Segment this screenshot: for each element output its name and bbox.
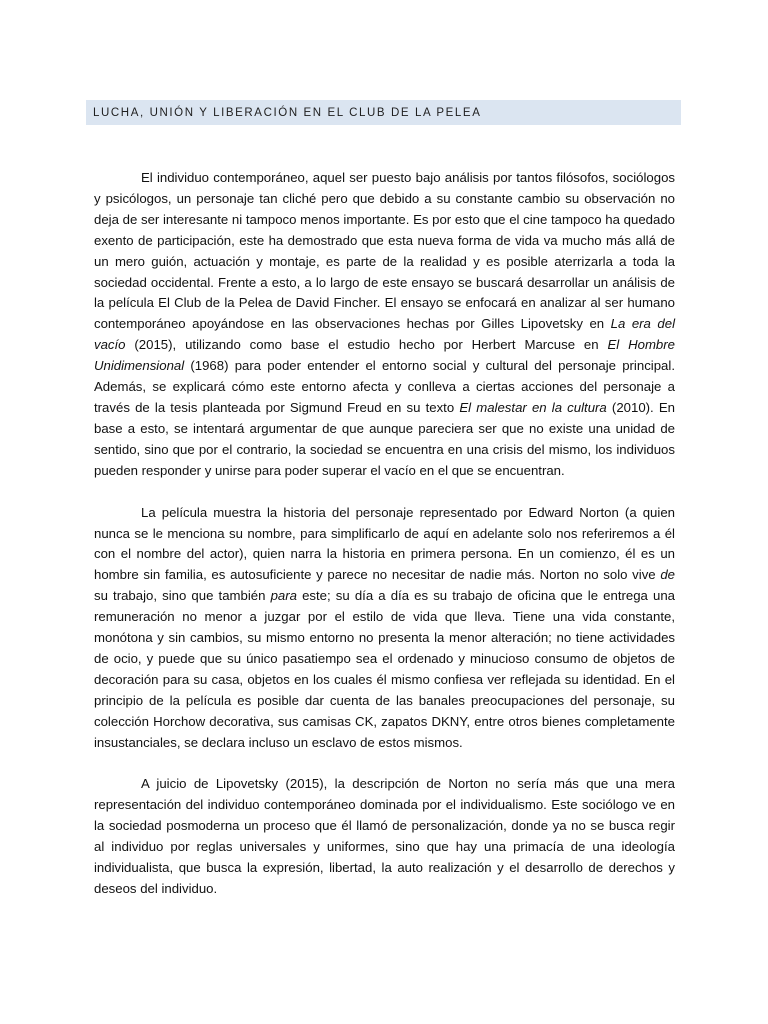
paragraph-3: [94, 774, 675, 899]
paragraph-text: La película muestra la historia del personaje representado por Edward Norton (a quien nunca se le menciona su nombre, para simplificarlo de aquí en adelante solo nos referiremos a él con el nombre del actor), quien narra la historia en primera persona. En un comienzo, él es un hombre sin familia, es autosuficiente y parece no necesitar de nadie más. Norton no solo vive: [94, 504, 675, 583]
book-title-el-malestar-en-la-cultura: El malestar en la cultura: [459, 399, 607, 415]
paragraph-text: (2015), utilizando como base el estudio hecho por Herbert Marcuse en: [125, 337, 608, 353]
paragraph-text: (1968) para poder entender el entorno social y cultural del personaje principal. Además, se explicará cómo este entorno afecta y conlleva a ciertas acciones del personaje a través de la tesis planteada por Sigmund Freud en su texto: [94, 358, 675, 415]
document-title: LUCHA, UNIÓN Y LIBERACIÓN EN EL CLUB DE LA PELEA: [93, 106, 482, 119]
paragraph-text: A juicio de Lipovetsky (2015), la descripción de Norton no sería más que una mera representación del individuo contemporáneo dominada por el individualismo. Este sociólogo ve en la sociedad posmoderna un proceso que él llamó de personalización, donde ya no se busca regir al individuo por reglas universales y uniformes, sino que hay una primacía de una ideología individualista, que busca la expresión, libertad, la auto realización y el desarrollo de derechos y deseos del individuo.: [94, 776, 675, 896]
book-title-el-hombre-unidimensional: El Hombre Unidimensional: [94, 337, 675, 374]
paragraph-text: su trabajo, sino que también: [94, 588, 271, 604]
emphasis-de: de: [660, 567, 675, 583]
paragraph-2: [94, 503, 675, 754]
document-body: [94, 168, 675, 921]
paragraph-text: El individuo contemporáneo, aquel ser puesto bajo análisis por tantos filósofos, sociólogos y psicólogos, un personaje tan cliché pero que debido a su constante cambio su observación no deja de ser interesante ni tampoco menos importante. Es por esto que el cine tampoco ha quedado exento de participación, este ha demostrado que esta nueva forma de vida va mucho más allá de un mero guión, actuación y montaje, es parte de la realidad y es posible aterrizarla a toda la sociedad occidental. Frente a esto, a lo largo de este ensayo se buscará desarrollar un análisis de la película El Club de la Pelea de David Fincher. El ensayo se enfocará en analizar al ser humano contemporáneo apoyándose en las observaciones hechas por Gilles Lipovetsky en: [94, 170, 675, 332]
book-title-la-era-del-vacio: La era del vacío: [94, 316, 675, 353]
emphasis-para: para: [270, 588, 297, 604]
paragraph-1: [94, 168, 675, 482]
paragraph-text: este; su día a día es su trabajo de oficina que le entrega una remuneración no menor a juzgar por el estilo de vida que lleva. Tiene una vida constante, monótona y sin cambios, su mismo entorno no presenta la menor alteración; no tiene actividades de ocio, y puede que su único pasatiempo sea el ordenado y minucioso consumo de objetos de decoración para su casa, objetos en los cuales él mismo confiesa ver reflejada su identidad. En el principio de la película es posible dar cuenta de las banales preocupaciones del personaje, su colección Horchow decorativa, sus camisas CK, zapatos DKNY, entre otros bienes completamente insustanciales, se declara incluso un esclavo de estos mismos.: [94, 588, 675, 750]
title-bar: [86, 100, 681, 125]
paragraph-text: (2010). En base a esto, se intentará argumentar de que aunque pareciera ser que no existe una unidad de sentido, sino que por el contrario, la sociedad se encuentra en una crisis del mismo, los individuos pueden responder y unirse para poder superar el vacío en el que se encuentran.: [94, 399, 676, 478]
